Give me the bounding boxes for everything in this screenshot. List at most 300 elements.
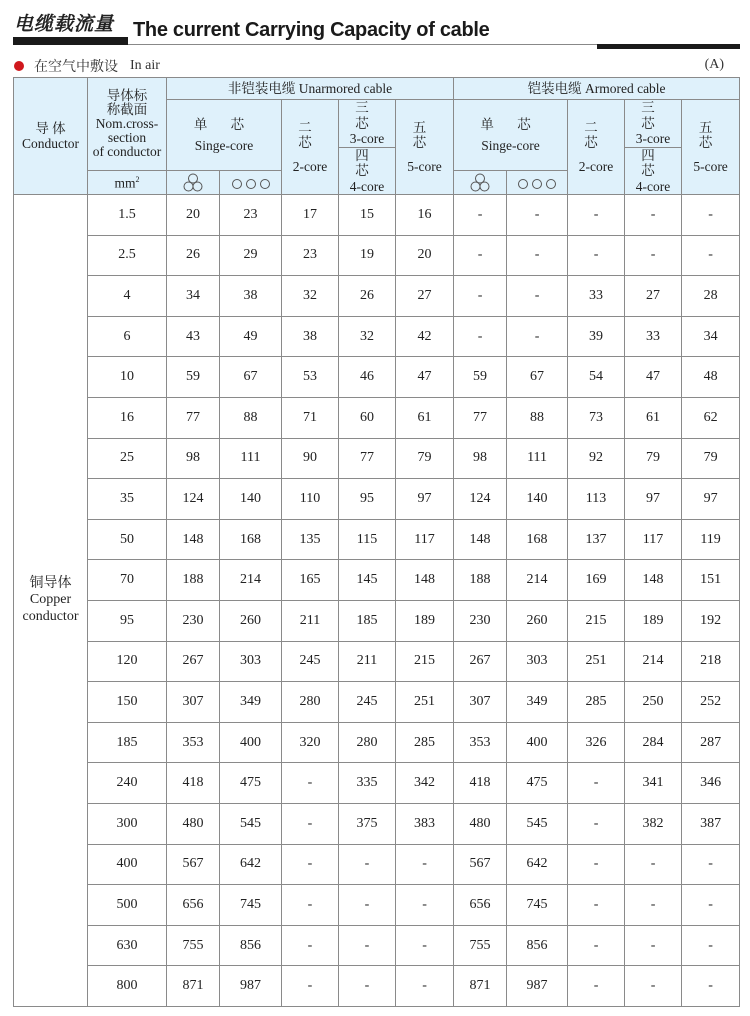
capacity-cell: 47 — [625, 357, 682, 398]
capacity-cell: - — [282, 844, 339, 885]
table-row — [14, 966, 740, 1007]
capacity-cell: 42 — [396, 316, 454, 357]
capacity-cell: 38 — [220, 276, 282, 317]
capacity-cell: - — [454, 195, 507, 236]
cross-section-cell: 630 — [88, 925, 167, 966]
capacity-cell: 214 — [507, 560, 568, 601]
capacity-cell: 284 — [625, 722, 682, 763]
capacity-cell: 192 — [682, 601, 740, 642]
header-unarmored-trefoil — [167, 171, 220, 195]
capacity-cell: - — [396, 844, 454, 885]
table-row — [14, 885, 740, 926]
capacity-cell: 642 — [507, 844, 568, 885]
cross-section-cell: 240 — [88, 763, 167, 804]
capacity-cell: - — [568, 804, 625, 845]
capacity-cell: 214 — [625, 641, 682, 682]
capacity-cell: 98 — [167, 438, 220, 479]
capacity-cell: 67 — [507, 357, 568, 398]
capacity-cell: 349 — [220, 682, 282, 723]
header-unarmored-2core — [282, 100, 339, 195]
capacity-cell: - — [454, 276, 507, 317]
header-cross-section — [88, 78, 167, 171]
capacity-cell: 303 — [220, 641, 282, 682]
capacity-cell: - — [282, 885, 339, 926]
capacity-cell: 151 — [682, 560, 740, 601]
capacity-cell: 475 — [507, 763, 568, 804]
capacity-cell: - — [625, 195, 682, 236]
table-row — [14, 235, 740, 276]
capacity-cell: 245 — [339, 682, 396, 723]
capacity-cell: 113 — [568, 479, 625, 520]
capacity-cell: 189 — [625, 601, 682, 642]
header-unarmored: 非铠装电缆 Unarmored cable — [167, 78, 454, 100]
capacity-cell: 135 — [282, 519, 339, 560]
capacity-cell: 26 — [339, 276, 396, 317]
cross-section-cell: 6 — [88, 316, 167, 357]
subtitle-cn: 在空气中敷设 — [34, 60, 118, 75]
cross-section-cell: 4 — [88, 276, 167, 317]
two-en: 2-core — [578, 158, 614, 174]
capacity-cell: 230 — [167, 601, 220, 642]
capacity-cell: 97 — [396, 479, 454, 520]
header-armored-3core — [625, 100, 682, 148]
capacity-cell: 54 — [568, 357, 625, 398]
four-cn: 四 芯 — [355, 147, 379, 179]
capacity-cell: 88 — [507, 398, 568, 439]
capacity-cell: 140 — [220, 479, 282, 520]
section-subtitle — [14, 56, 160, 76]
capacity-cell: 98 — [454, 438, 507, 479]
capacity-cell: 168 — [507, 519, 568, 560]
capacity-cell: - — [339, 966, 396, 1007]
capacity-cell: 245 — [282, 641, 339, 682]
capacity-cell: 545 — [507, 804, 568, 845]
capacity-cell: - — [682, 966, 740, 1007]
capacity-cell: 856 — [220, 925, 282, 966]
capacity-cell: 567 — [167, 844, 220, 885]
capacity-cell: 23 — [220, 195, 282, 236]
four-cn: 四 芯 — [641, 147, 665, 179]
capacity-cell: - — [396, 966, 454, 1007]
header-cross-en-1: Nom.cross- — [95, 116, 159, 132]
capacity-cell: 79 — [682, 438, 740, 479]
capacity-cell: 387 — [682, 804, 740, 845]
header-cross-cn-1: 导体标 — [106, 87, 148, 103]
capacity-cell: 251 — [396, 682, 454, 723]
single-en: Singe-core — [481, 138, 540, 154]
capacity-cell: 418 — [454, 763, 507, 804]
header-conductor-cn: 导 体 — [35, 120, 66, 136]
capacity-cell: 111 — [507, 438, 568, 479]
capacity-cell: 383 — [396, 804, 454, 845]
cross-section-cell: 95 — [88, 601, 167, 642]
capacity-cell: - — [507, 276, 568, 317]
capacity-cell: 145 — [339, 560, 396, 601]
five-en: 5-core — [407, 158, 442, 174]
capacity-cell: 97 — [682, 479, 740, 520]
capacity-cell: - — [339, 925, 396, 966]
capacity-table-body — [14, 195, 740, 1007]
flat-cables-icon — [231, 178, 271, 190]
capacity-cell: - — [625, 844, 682, 885]
unit-sup: 2 — [135, 174, 140, 184]
cross-section-cell: 500 — [88, 885, 167, 926]
two-cn: 二 芯 — [298, 119, 322, 151]
capacity-cell: 124 — [454, 479, 507, 520]
header-armored: 铠装电缆 Armored cable — [454, 78, 740, 100]
capacity-cell: - — [682, 195, 740, 236]
capacity-cell: 117 — [396, 519, 454, 560]
capacity-cell: 418 — [167, 763, 220, 804]
header-unarmored-5core — [396, 100, 454, 195]
header-armored-5core — [682, 100, 740, 195]
capacity-cell: 349 — [507, 682, 568, 723]
capacity-cell: 656 — [167, 885, 220, 926]
table-row — [14, 276, 740, 317]
capacity-cell: 230 — [454, 601, 507, 642]
capacity-cell: 400 — [507, 722, 568, 763]
capacity-cell: 307 — [167, 682, 220, 723]
capacity-cell: 62 — [682, 398, 740, 439]
capacity-cell: 20 — [167, 195, 220, 236]
capacity-cell: 280 — [339, 722, 396, 763]
capacity-cell: 656 — [454, 885, 507, 926]
three-en: 3-core — [349, 131, 385, 147]
five-en: 5-core — [693, 158, 728, 174]
conductor-group-en-2: conductor — [22, 608, 79, 624]
title-accent-bar — [597, 44, 740, 49]
capacity-cell: 79 — [396, 438, 454, 479]
capacity-cell: 60 — [339, 398, 396, 439]
four-en: 4-core — [349, 178, 385, 194]
capacity-cell: - — [507, 195, 568, 236]
capacity-cell: - — [282, 925, 339, 966]
capacity-cell: 353 — [167, 722, 220, 763]
capacity-cell: 480 — [454, 804, 507, 845]
header-conductor-en: Conductor — [22, 136, 79, 152]
capacity-cell: 400 — [220, 722, 282, 763]
capacity-cell: 110 — [282, 479, 339, 520]
capacity-cell: 53 — [282, 357, 339, 398]
capacity-cell: 73 — [568, 398, 625, 439]
cross-section-cell: 1.5 — [88, 195, 167, 236]
table-row — [14, 398, 740, 439]
five-cn: 五 芯 — [412, 119, 437, 151]
capacity-cell: 67 — [220, 357, 282, 398]
cross-section-cell: 150 — [88, 682, 167, 723]
single-cn: 单 芯 — [193, 116, 255, 132]
capacity-cell: 303 — [507, 641, 568, 682]
capacity-cell: 168 — [220, 519, 282, 560]
capacity-cell: 90 — [282, 438, 339, 479]
capacity-cell: 382 — [625, 804, 682, 845]
capacity-cell: 342 — [396, 763, 454, 804]
four-en: 4-core — [635, 178, 671, 194]
capacity-cell: 189 — [396, 601, 454, 642]
capacity-cell: - — [682, 885, 740, 926]
header-armored-4core — [625, 147, 682, 195]
unit-mm: mm — [114, 175, 136, 191]
header-cross-cn-2: 称截面 — [106, 101, 148, 117]
capacity-cell: 47 — [396, 357, 454, 398]
capacity-cell: 79 — [625, 438, 682, 479]
capacity-cell: 16 — [396, 195, 454, 236]
cross-section-cell: 2.5 — [88, 235, 167, 276]
header-unarmored-single — [167, 100, 282, 171]
capacity-cell: 287 — [682, 722, 740, 763]
table-row — [14, 479, 740, 520]
unit-label: (A) — [704, 57, 724, 72]
capacity-cell: 480 — [167, 804, 220, 845]
capacity-cell: 267 — [167, 641, 220, 682]
capacity-cell: 48 — [682, 357, 740, 398]
capacity-cell: - — [682, 235, 740, 276]
capacity-cell: - — [339, 885, 396, 926]
capacity-cell: 320 — [282, 722, 339, 763]
page-title-en: The current Carrying Capacity of cable — [133, 19, 490, 41]
capacity-cell: 49 — [220, 316, 282, 357]
capacity-cell: - — [282, 804, 339, 845]
capacity-cell: 280 — [282, 682, 339, 723]
cross-section-cell: 185 — [88, 722, 167, 763]
subtitle-en: In air — [130, 58, 160, 73]
capacity-cell: 148 — [454, 519, 507, 560]
capacity-cell: 34 — [682, 316, 740, 357]
table-row — [14, 722, 740, 763]
capacity-cell: 215 — [568, 601, 625, 642]
capacity-cell: 755 — [167, 925, 220, 966]
capacity-cell: 46 — [339, 357, 396, 398]
table-row — [14, 601, 740, 642]
capacity-cell: 260 — [507, 601, 568, 642]
capacity-cell: - — [568, 235, 625, 276]
capacity-cell: 188 — [454, 560, 507, 601]
capacity-cell: - — [339, 844, 396, 885]
cross-section-cell: 400 — [88, 844, 167, 885]
table-row — [14, 682, 740, 723]
cross-section-cell: 70 — [88, 560, 167, 601]
capacity-cell: 61 — [396, 398, 454, 439]
capacity-cell: 211 — [339, 641, 396, 682]
capacity-cell: 148 — [167, 519, 220, 560]
capacity-cell: 871 — [167, 966, 220, 1007]
capacity-cell: 148 — [396, 560, 454, 601]
capacity-cell: 88 — [220, 398, 282, 439]
capacity-cell: - — [625, 885, 682, 926]
capacity-cell: 97 — [625, 479, 682, 520]
capacity-cell: 346 — [682, 763, 740, 804]
capacity-cell: 32 — [282, 276, 339, 317]
header-armored-single — [454, 100, 568, 171]
five-cn: 五 芯 — [698, 119, 723, 151]
capacity-cell: 260 — [220, 601, 282, 642]
capacity-cell: - — [625, 966, 682, 1007]
capacity-cell: 214 — [220, 560, 282, 601]
capacity-cell: - — [396, 925, 454, 966]
capacity-cell: - — [682, 844, 740, 885]
capacity-cell: - — [454, 316, 507, 357]
capacity-cell: - — [568, 966, 625, 1007]
flat-cables-icon — [517, 178, 557, 190]
capacity-cell: 26 — [167, 235, 220, 276]
table-row — [14, 844, 740, 885]
two-en: 2-core — [292, 158, 328, 174]
capacity-cell: 77 — [454, 398, 507, 439]
header-armored-flat — [507, 171, 568, 195]
table-row — [14, 316, 740, 357]
table-row — [14, 763, 740, 804]
capacity-cell: - — [568, 844, 625, 885]
capacity-cell: 59 — [167, 357, 220, 398]
capacity-cell: 117 — [625, 519, 682, 560]
header-unarmored-4core — [339, 147, 396, 195]
table-row — [14, 641, 740, 682]
capacity-cell: - — [568, 195, 625, 236]
header-unarmored-3core — [339, 100, 396, 148]
capacity-cell: 38 — [282, 316, 339, 357]
capacity-cell: - — [507, 316, 568, 357]
capacity-cell: 755 — [454, 925, 507, 966]
capacity-cell: 188 — [167, 560, 220, 601]
capacity-cell: 285 — [396, 722, 454, 763]
capacity-cell: 218 — [682, 641, 740, 682]
capacity-cell: 475 — [220, 763, 282, 804]
capacity-cell: 111 — [220, 438, 282, 479]
capacity-cell: - — [507, 235, 568, 276]
page-title-cn: 电缆载流量 — [14, 13, 115, 35]
capacity-cell: 165 — [282, 560, 339, 601]
capacity-cell: 15 — [339, 195, 396, 236]
capacity-cell: - — [454, 235, 507, 276]
cross-section-cell: 800 — [88, 966, 167, 1007]
table-row — [14, 357, 740, 398]
capacity-cell: 211 — [282, 601, 339, 642]
capacity-cell: 27 — [625, 276, 682, 317]
capacity-cell: - — [568, 763, 625, 804]
capacity-cell: 119 — [682, 519, 740, 560]
capacity-cell: 215 — [396, 641, 454, 682]
capacity-cell: 27 — [396, 276, 454, 317]
two-cn: 二 芯 — [584, 119, 608, 151]
capacity-cell: 137 — [568, 519, 625, 560]
capacity-cell: 77 — [167, 398, 220, 439]
capacity-cell: 545 — [220, 804, 282, 845]
capacity-cell: 252 — [682, 682, 740, 723]
capacity-cell: 341 — [625, 763, 682, 804]
header-armored-trefoil — [454, 171, 507, 195]
capacity-cell: 71 — [282, 398, 339, 439]
table-row — [14, 560, 740, 601]
capacity-cell: 19 — [339, 235, 396, 276]
header-conductor — [14, 78, 88, 195]
cross-section-cell: 16 — [88, 398, 167, 439]
cross-section-cell: 120 — [88, 641, 167, 682]
capacity-cell: - — [568, 885, 625, 926]
capacity-cell: 34 — [167, 276, 220, 317]
capacity-cell: 92 — [568, 438, 625, 479]
header-cross-en-2: section — [107, 130, 147, 146]
three-cn: 三 芯 — [641, 100, 665, 131]
capacity-cell: 250 — [625, 682, 682, 723]
cross-section-cell: 25 — [88, 438, 167, 479]
header-armored-2core — [568, 100, 625, 195]
header-unarmored-flat — [220, 171, 282, 195]
trefoil-cables-icon — [182, 173, 204, 193]
capacity-cell: 987 — [220, 966, 282, 1007]
single-cn: 单 芯 — [480, 116, 541, 132]
capacity-cell: 745 — [507, 885, 568, 926]
capacity-cell: 61 — [625, 398, 682, 439]
capacity-cell: 124 — [167, 479, 220, 520]
three-cn: 三 芯 — [355, 100, 379, 131]
capacity-cell: 335 — [339, 763, 396, 804]
capacity-cell: 29 — [220, 235, 282, 276]
capacity-cell: - — [396, 885, 454, 926]
capacity-cell: 32 — [339, 316, 396, 357]
capacity-cell: 267 — [454, 641, 507, 682]
table-row — [14, 438, 740, 479]
cross-section-cell: 35 — [88, 479, 167, 520]
capacity-cell: 169 — [568, 560, 625, 601]
capacity-cell: 871 — [454, 966, 507, 1007]
capacity-cell: 642 — [220, 844, 282, 885]
cross-section-cell: 300 — [88, 804, 167, 845]
capacity-cell: 856 — [507, 925, 568, 966]
capacity-cell: 28 — [682, 276, 740, 317]
capacity-cell: 20 — [396, 235, 454, 276]
capacity-cell: 185 — [339, 601, 396, 642]
capacity-cell: 987 — [507, 966, 568, 1007]
header-unit-mm2 — [88, 171, 167, 195]
capacity-cell: - — [282, 763, 339, 804]
capacity-cell: 326 — [568, 722, 625, 763]
capacity-cell: 77 — [339, 438, 396, 479]
capacity-cell: 23 — [282, 235, 339, 276]
bullet-dot-icon — [14, 61, 24, 71]
three-en: 3-core — [635, 131, 671, 147]
table-row — [14, 925, 740, 966]
capacity-cell: 148 — [625, 560, 682, 601]
capacity-cell: - — [625, 235, 682, 276]
table-row — [14, 195, 740, 236]
capacity-cell: 43 — [167, 316, 220, 357]
conductor-group-cn: 铜导体 — [29, 576, 72, 592]
capacity-cell: 59 — [454, 357, 507, 398]
capacity-cell: - — [625, 925, 682, 966]
capacity-cell: - — [682, 925, 740, 966]
capacity-cell: 115 — [339, 519, 396, 560]
table-row — [14, 519, 740, 560]
capacity-cell: 375 — [339, 804, 396, 845]
capacity-cell: - — [568, 925, 625, 966]
capacity-cell: 307 — [454, 682, 507, 723]
capacity-cell: 17 — [282, 195, 339, 236]
trefoil-cables-icon — [469, 173, 491, 193]
capacity-cell: 33 — [625, 316, 682, 357]
capacity-cell: 251 — [568, 641, 625, 682]
conductor-group-cell — [14, 195, 88, 1007]
cross-section-cell: 10 — [88, 357, 167, 398]
capacity-cell: 39 — [568, 316, 625, 357]
capacity-cell: - — [282, 966, 339, 1007]
cross-section-cell: 50 — [88, 519, 167, 560]
capacity-cell: 95 — [339, 479, 396, 520]
capacity-cell: 33 — [568, 276, 625, 317]
capacity-cell: 140 — [507, 479, 568, 520]
capacity-cell: 353 — [454, 722, 507, 763]
single-en: Singe-core — [194, 138, 254, 154]
capacity-cell: 745 — [220, 885, 282, 926]
